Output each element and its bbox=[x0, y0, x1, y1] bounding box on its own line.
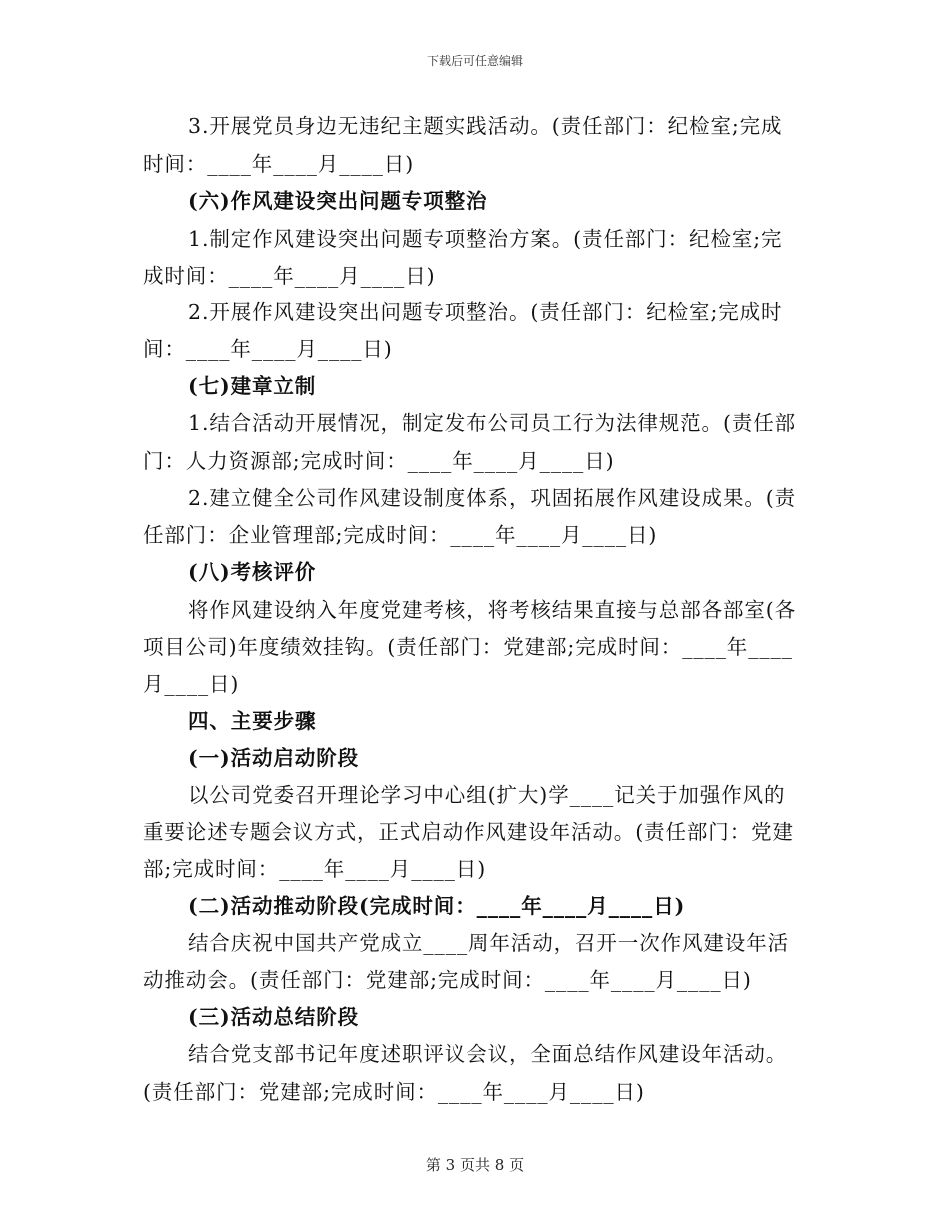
paragraph-line: 部;完成时间：____年____月____日) bbox=[143, 857, 487, 881]
paragraph-line: 任部门：企业管理部;完成时间：____年____月____日) bbox=[143, 523, 658, 547]
paragraph-line: 门：人力资源部;完成时间：____年____月____日) bbox=[143, 449, 615, 473]
paragraph-line: 成时间：____年____月____日) bbox=[143, 264, 436, 288]
paragraph-line: 月____日) bbox=[143, 672, 240, 696]
section-heading-line: (七)建章立制 bbox=[188, 374, 317, 398]
section-heading-line: (三)活动总结阶段 bbox=[188, 1005, 359, 1029]
section-heading-line: (一)活动启动阶段 bbox=[188, 746, 359, 770]
paragraph-line: 3.开展党员身边无违纪主题实践活动。(责任部门：纪检室;完成 bbox=[188, 114, 783, 138]
paragraph-line: 1.结合活动开展情况，制定发布公司员工行为法律规范。(责任部 bbox=[188, 411, 797, 435]
paragraph-line: 1.制定作风建设突出问题专项整治方案。(责任部门：纪检室;完 bbox=[188, 227, 783, 251]
paragraph-line: 以公司党委召开理论学习中心组(扩大)学____记关于加强作风的 bbox=[188, 783, 786, 807]
section-heading-line: (八)考核评价 bbox=[188, 560, 317, 584]
paragraph-line: 间：____年____月____日) bbox=[143, 337, 393, 361]
page-header: 下载后可任意编辑 bbox=[426, 54, 523, 68]
paragraph-line: 重要论述专题会议方式，正式启动作风建设年活动。(责任部门：党建 bbox=[143, 820, 794, 844]
paragraph-line: 时间：____年____月____日) bbox=[143, 152, 415, 176]
paragraph-line: 动推动会。(责任部门：党建部;完成时间：____年____月____日) bbox=[143, 968, 752, 992]
paragraph-line: 2.开展作风建设突出问题专项整治。(责任部门：纪检室;完成时 bbox=[188, 300, 783, 324]
paragraph-line: 项目公司)年度绩效挂钩。(责任部门：党建部;完成时间：____年____ bbox=[143, 635, 793, 659]
paragraph-line: 2.建立健全公司作风建设制度体系，巩固拓展作风建设成果。(责 bbox=[188, 486, 797, 510]
section-heading-line: (六)作风建设突出问题专项整治 bbox=[188, 189, 488, 213]
paragraph-line: 结合党支部书记年度述职评议会议，全面总结作风建设年活动。 bbox=[188, 1042, 788, 1066]
paragraph-line: 结合庆祝中国共产党成立____周年活动，召开一次作风建设年活 bbox=[188, 931, 789, 955]
paragraph-line: 将作风建设纳入年度党建考核，将考核结果直接与总部各部室(各 bbox=[188, 598, 797, 622]
page-footer: 第 3 页共 8 页 bbox=[425, 1156, 525, 1174]
section-heading-line: (二)活动推动阶段(完成时间：____年____月____日) bbox=[188, 894, 686, 918]
paragraph-line: (责任部门：党建部;完成时间：____年____月____日) bbox=[143, 1080, 645, 1104]
section-heading-line: 四、主要步骤 bbox=[188, 709, 317, 733]
